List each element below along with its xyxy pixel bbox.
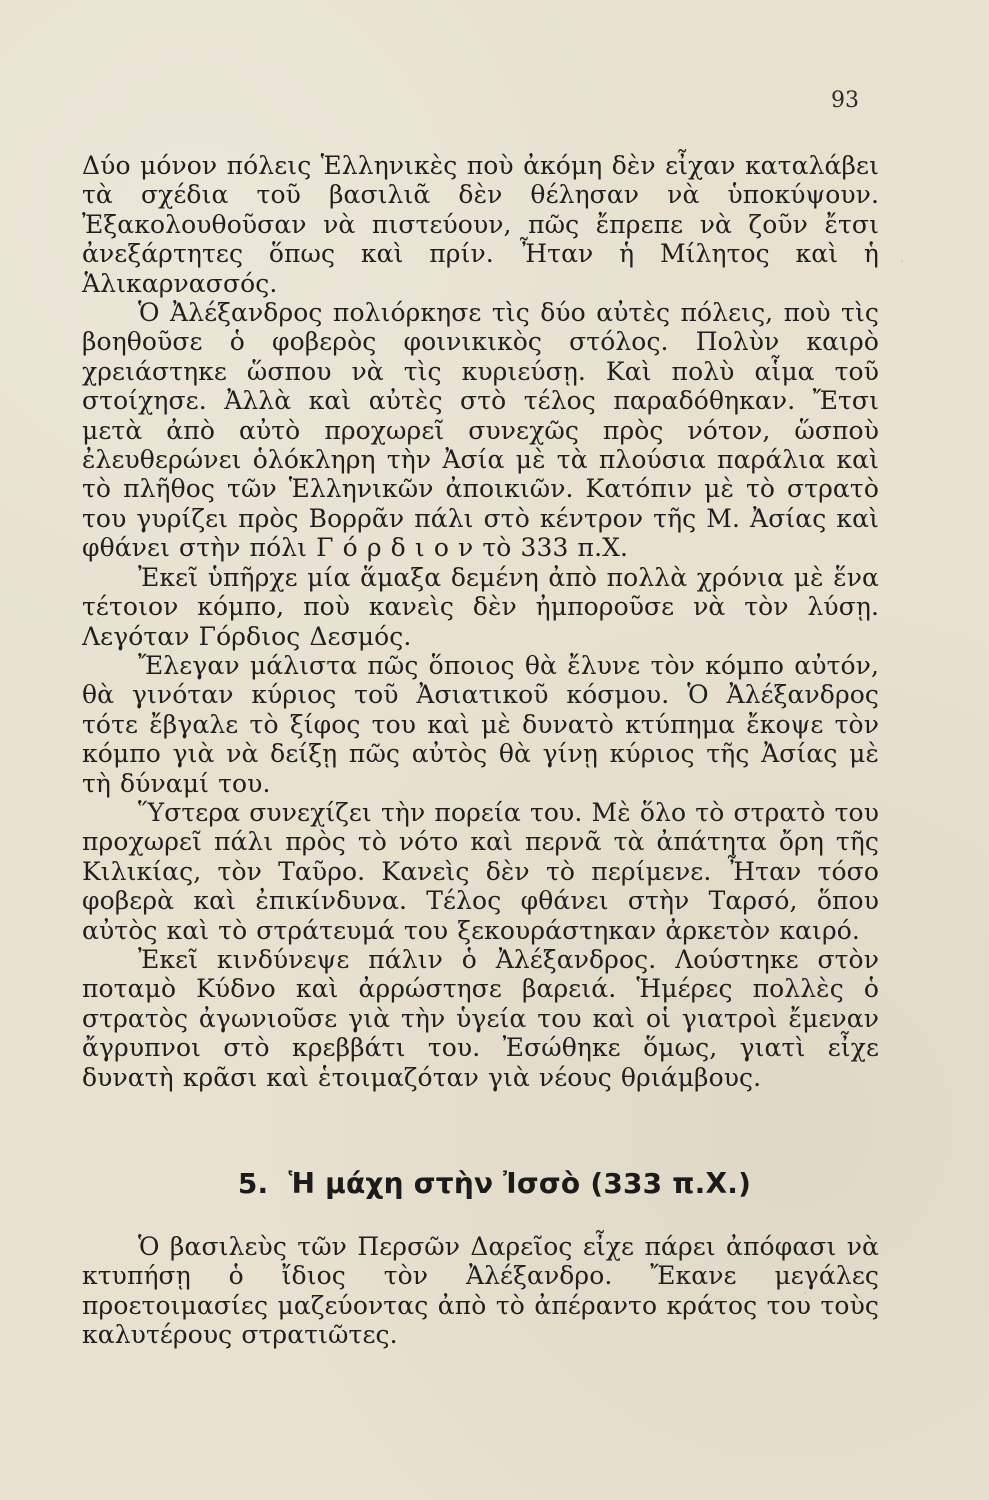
paper-speck	[804, 1292, 806, 1294]
main-text	[82, 151, 879, 1092]
section-heading	[0, 1167, 989, 1201]
paragraph: Ἔλεγαν μάλιστα πῶς ὅποιος θὰ ἔλυνε τὸν κόμπο αὐτόν, θὰ γινόταν κύριος τοῦ Ἀσιατικοῦ κόσμου. Ὁ Ἀλέξανδρος τότε ἔβγαλε τὸ ξίφος του καὶ μὲ δυνατὸ κτύπημα ἔκοψε τὸν κόμπο γιὰ νὰ δείξῃ πῶς αὐτὸς θὰ γίνῃ κύριος τῆς Ἀσίας μὲ τὴ δύναμί του.	[82, 650, 879, 798]
paper-speck	[872, 744, 874, 746]
paper-speck	[145, 1024, 147, 1026]
paragraph: Δύο μόνον πόλεις Ἑλληνικὲς ποὺ ἀκόμη δὲν εἶχαν καταλάβει τὰ σχέδια τοῦ βασιλιᾶ δὲν θέλησαν νὰ ὑποκύψουν. Ἐξακολουθοῦσαν νὰ πιστεύουν, πῶς ἔπρεπε νὰ ζοῦν ἔτσι ἀνεξάρτητες ὅπως καὶ πρίν. Ἦταν ἡ Μίλητος καὶ ἡ Ἁλικαρνασσός.	[82, 151, 879, 298]
paper-speck	[96, 618, 98, 620]
section-text	[82, 1232, 879, 1350]
section-number: 5.	[237, 1167, 269, 1200]
paragraph: Ὁ Ἀλέξανδρος πολιόρκησε τὶς δύο αὐτὲς πόλεις, ποὺ τὶς βοηθοῦσε ὁ φοβερὸς φοινικικὸς στόλος. Πολὺν καιρὸ χρειάστηκε ὥσπου νὰ τὶς κυριεύσῃ. Καὶ πολὺ αἷμα τοῦ στοίχησε. Ἀλλὰ καὶ αὐτὲς στὸ τέλος παραδόθηκαν. Ἔτσι μετὰ ἀπὸ αὐτὸ προχωρεῖ συνεχῶς πρὸς νότον, ὥσποὺ ἐλευθερώνει ὁλόκληρη τὴν Ἀσία μὲ τὰ πλούσια παράλια καὶ τὸ πλῆθος τῶν Ἑλληνικῶν ἀποικιῶν. Κατόπιν μὲ τὸ στρατὸ του γυρίζει πρὸς Βορρᾶν πάλι στὸ κέντρον τῆς Μ. Ἀσίας καὶ φθάνει στὴν πόλι Γ ό ρ δ ι ο ν τὸ 333 π.Χ.	[82, 298, 879, 563]
paragraph: Ὕστερα συνεχίζει τὴν πορεία του. Μὲ ὅλο τὸ στρατὸ του προχωρεῖ πάλι πρὸς τὸ νότο καὶ περνᾶ τὰ ἀπάτητα ὄρη τῆς Κιλικίας, τὸν Ταῦρο. Κανεὶς δὲν τὸ περίμενε. Ἦταν τόσο φοβερὰ καὶ ἐπικίνδυνα. Τέλος φθάνει στὴν Ταρσό, ὅπου αὐτὸς καὶ τὸ στράτευμά του ξεκουράστηκαν ἀρκετὸν καιρό.	[82, 797, 879, 945]
section-title: Ἡ μάχη στὴν Ἰσσὸ (333 π.Χ.)	[288, 1167, 752, 1200]
paper-speck	[118, 172, 120, 174]
paragraph: Ἐκεῖ κινδύνεψε πάλιν ὁ Ἀλέξανδρος. Λούστηκε στὸν ποταμὸ Κύδνο καὶ ἀρρώστησε βαρειά. Ἡμέρες πολλὲς ὁ στρατὸς ἀγωνιοῦσε γιὰ τὴν ὑγεία του καὶ οἱ γιατροὶ ἔμεναν ἄγρυπνοι στὸ κρεββάτι του. Ἐσώθηκε ὅμως, γιατὶ εἶχε δυνατὴ κρᾶσι καὶ ἑτοιμαζόταν γιὰ νέους θριάμβους.	[82, 944, 879, 1092]
page-number: 93	[831, 88, 859, 113]
paper-speck	[901, 260, 903, 262]
paragraph: Ὁ βασιλεὺς τῶν Περσῶν Δαρεῖος εἶχε πάρει ἀπόφασι νὰ κτυπήσῃ ὁ ἴδιος τὸν Ἀλέξανδρο. Ἔκανε μεγάλες προετοιμασίες μαζεύοντας ἀπὸ τὸ ἀπέραντο κράτος του τοὺς καλυτέρους στρατιῶτες.	[82, 1232, 879, 1350]
paragraph: Ἐκεῖ ὑπῆρχε μία ἅμαξα δεμένη ἀπὸ πολλὰ χρόνια μὲ ἕνα τέτοιον κόμπο, ποὺ κανεὶς δὲν ἠμποροῦσε νὰ τὸν λύσῃ. Λεγόταν Γόρδιος Δεσμός.	[82, 562, 879, 651]
